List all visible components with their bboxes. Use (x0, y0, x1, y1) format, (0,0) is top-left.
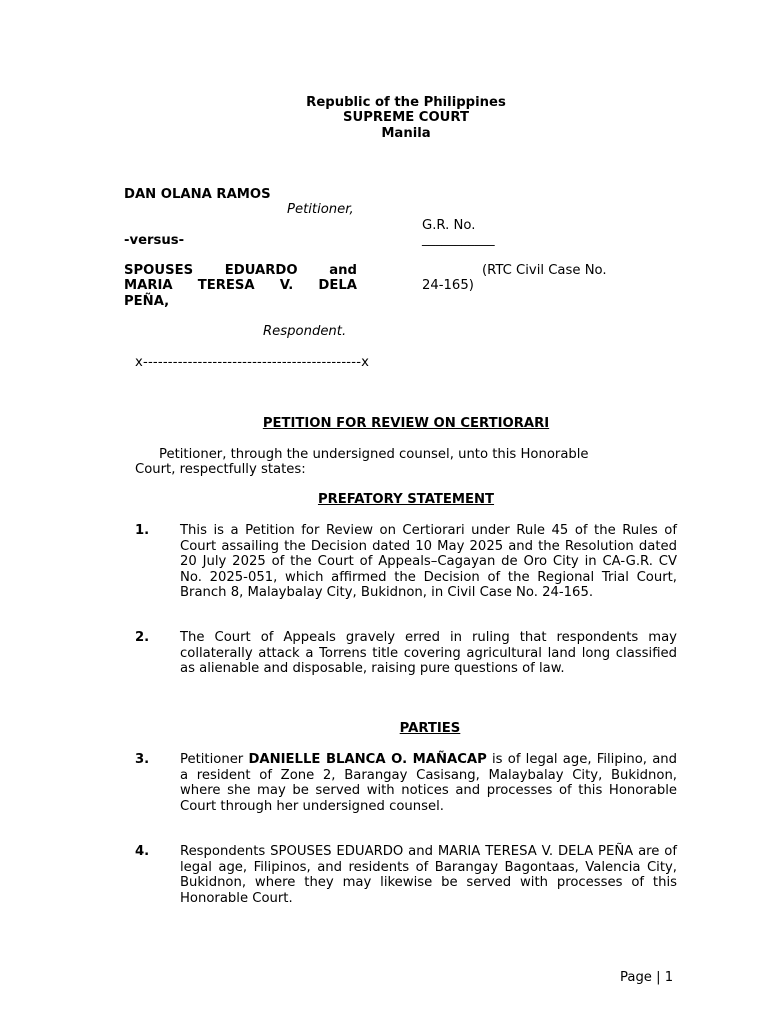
paragraph-text: This is a Petition for Review on Certiorari under Rule 45 of the Rules of Court assailing the Decision dated 10 May 2025 and the Resolution dated 20 July 2025 of the Court of Appeals–Cagayan de Oro City in CA-G.R. CV No. 2025-051, which affirmed the Decision of the Regional Trial Court, Branch 8, Malaybalay City, Bukidnon, in Civil Case No. 24-165. (180, 523, 677, 600)
respondent-name-line3: PEÑA, (124, 294, 170, 309)
respondent-role: Respondent. (263, 324, 347, 339)
respondent-name-line1: SPOUSES EDUARDO and (124, 263, 357, 278)
page-number: Page | 1 (620, 970, 674, 985)
petitioner-role: Petitioner, (287, 202, 354, 217)
gr-number-label: G.R. No. (422, 218, 476, 233)
intro-line2: Court, respectfully states: (135, 462, 306, 477)
paragraph-text: The Court of Appeals gravely erred in ruling that respondents may collaterally attack a Torrens title covering agricultural land long classified as alienable and disposable, raising pure questions of law. (180, 630, 677, 676)
paragraph-text: Respondents SPOUSES EDUARDO and MARIA TERESA V. DELA PEÑA are of legal age, Filipinos, and residents of Barangay Bagontaas, Valencia City, Bukidnon, where they may likewise be served with processes of this Honorable Court. (180, 844, 677, 906)
caption-separator: x--------------------------------------------x (135, 355, 370, 370)
paragraph-number: 1. (135, 523, 150, 538)
paragraph-text-lead: Petitioner (180, 752, 249, 767)
paragraph-text-rest: is of legal age, Filipino, and a resident of Zone 2, Barangay Casisang, Malaybalay City, Bukidnon, where she may be served with notices and processes of this Honorable Court through her undersigned counsel. (180, 752, 678, 814)
paragraph-number: 2. (135, 630, 150, 645)
section-heading-prefatory: PREFATORY STATEMENT (317, 492, 495, 507)
petitioner-name: DAN OLANA RAMOS (124, 187, 271, 202)
paragraph-number: 4. (135, 844, 150, 859)
document-title: PETITION FOR REVIEW ON CERTIORARI (262, 416, 550, 431)
petitioner-full-name: DANIELLE BLANCA O. MAÑACAP (248, 752, 487, 767)
paragraph-number: 3. (135, 752, 150, 767)
versus-label: -versus- (124, 233, 185, 248)
section-heading-parties: PARTIES (399, 721, 461, 736)
paragraph-text (180, 752, 677, 814)
header-republic: Republic of the Philippines (306, 95, 506, 110)
rtc-case-line2: 24-165) (422, 278, 474, 293)
header-city: Manila (381, 126, 431, 141)
gr-number-blank: ___________ (422, 232, 495, 247)
header-court: SUPREME COURT (343, 110, 469, 125)
respondent-name-line2: MARIA TERESA V. DELA (124, 278, 357, 293)
rtc-case-line1: (RTC Civil Case No. (482, 263, 607, 278)
intro-line1: Petitioner, through the undersigned counsel, unto this Honorable (159, 447, 589, 462)
